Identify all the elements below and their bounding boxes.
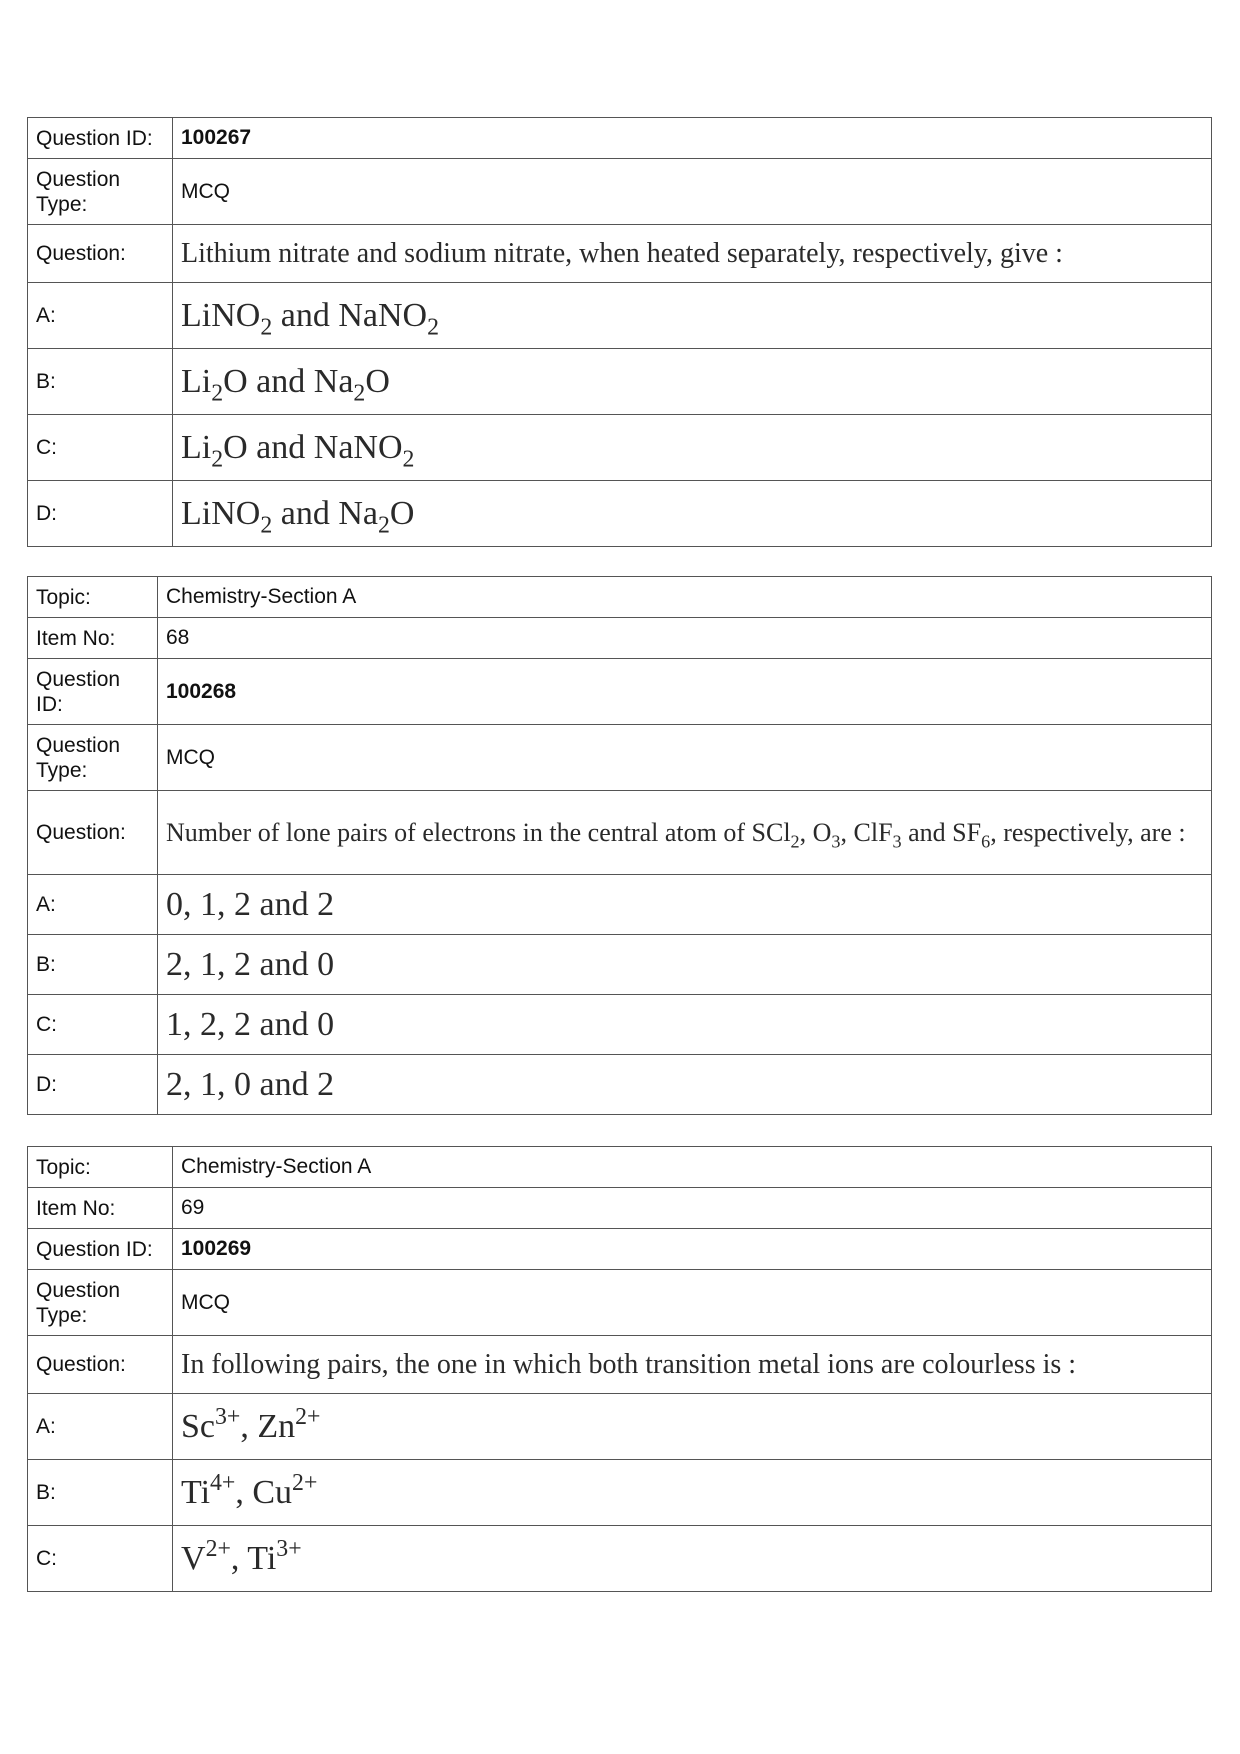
option-row-a xyxy=(28,875,1212,935)
option-row-b xyxy=(28,349,1212,415)
question-id-value: 100268 xyxy=(158,659,1212,725)
option-row-d xyxy=(28,481,1212,547)
topic-label: Topic: xyxy=(28,577,158,618)
option-label-d: D: xyxy=(28,1055,158,1115)
question-id-label: Question ID: xyxy=(28,118,173,159)
question-type-value: MCQ xyxy=(173,159,1212,225)
option-label-b: B: xyxy=(28,349,173,415)
topic-value: Chemistry-Section A xyxy=(158,577,1212,618)
option-row-a xyxy=(28,283,1212,349)
question-type-label: Question Type: xyxy=(28,159,173,225)
option-label-c: C: xyxy=(28,415,173,481)
question-type-row xyxy=(28,1270,1212,1336)
question-id-value: 100267 xyxy=(173,118,1212,159)
topic-row xyxy=(28,577,1212,618)
option-row-c xyxy=(28,995,1212,1055)
question-type-value: MCQ xyxy=(158,725,1212,791)
question-row xyxy=(28,791,1212,875)
item-no-label: Item No: xyxy=(28,1188,173,1229)
option-label-a: A: xyxy=(28,1394,173,1460)
question-label: Question: xyxy=(28,791,158,875)
option-b-text: $Li_2O$ and $Na_2O$ xyxy=(173,349,1212,415)
question-block-100267 xyxy=(27,117,1212,547)
option-row-a xyxy=(28,1394,1212,1460)
question-label: Question: xyxy=(28,225,173,283)
question-id-label: Question ID: xyxy=(28,659,158,725)
option-label-b: B: xyxy=(28,1460,173,1526)
question-block-100269 xyxy=(27,1146,1212,1592)
item-no-value: 68 xyxy=(158,618,1212,659)
question-type-row xyxy=(28,159,1212,225)
item-no-label: Item No: xyxy=(28,618,158,659)
question-row xyxy=(28,1336,1212,1394)
item-no-row xyxy=(28,618,1212,659)
question-text: Lithium nitrate and sodium nitrate, when heated separately, respectively, give : xyxy=(173,225,1212,283)
option-label-b: B: xyxy=(28,935,158,995)
question-type-label: Question Type: xyxy=(28,725,158,791)
item-no-value: 69 xyxy=(173,1188,1212,1229)
question-type-label: Question Type: xyxy=(28,1270,173,1336)
option-b-text: $Ti^{4+}$, $Cu^{2+}$ xyxy=(173,1460,1212,1526)
question-id-row xyxy=(28,659,1212,725)
question-block-100268 xyxy=(27,576,1212,1115)
option-d-text: LiNO$_2$ and $Na_2O$ xyxy=(173,481,1212,547)
option-c-text: $Li_2O$ and NaNO$_2$ xyxy=(173,415,1212,481)
question-id-value: 100269 xyxy=(173,1229,1212,1270)
topic-value: Chemistry-Section A xyxy=(173,1147,1212,1188)
option-c-text: 1, 2, 2 and 0 xyxy=(158,995,1212,1055)
option-label-c: C: xyxy=(28,1526,173,1592)
option-a-text: $Sc^{3+}$, $Zn^{2+}$ xyxy=(173,1394,1212,1460)
question-type-value: MCQ xyxy=(173,1270,1212,1336)
option-d-text: 2, 1, 0 and 2 xyxy=(158,1055,1212,1115)
question-label: Question: xyxy=(28,1336,173,1394)
option-row-b xyxy=(28,1460,1212,1526)
option-a-text: LiNO$_2$ and NaNO$_2$ xyxy=(173,283,1212,349)
option-row-d xyxy=(28,1055,1212,1115)
option-label-c: C: xyxy=(28,995,158,1055)
option-row-b xyxy=(28,935,1212,995)
option-row-c xyxy=(28,1526,1212,1592)
question-row xyxy=(28,225,1212,283)
question-id-row xyxy=(28,1229,1212,1270)
option-label-d: D: xyxy=(28,481,173,547)
topic-label: Topic: xyxy=(28,1147,173,1188)
question-id-label: Question ID: xyxy=(28,1229,173,1270)
option-row-c xyxy=(28,415,1212,481)
question-text: Number of lone pairs of electrons in the central atom of SCl$_2$, $O_3$, ClF$_3$ and $SF_6$, respectively, are : xyxy=(158,791,1212,875)
option-a-text: 0, 1, 2 and 2 xyxy=(158,875,1212,935)
question-id-row xyxy=(28,118,1212,159)
item-no-row xyxy=(28,1188,1212,1229)
question-text: In following pairs, the one in which both transition metal ions are colourless is : xyxy=(173,1336,1212,1394)
option-b-text: 2, 1, 2 and 0 xyxy=(158,935,1212,995)
topic-row xyxy=(28,1147,1212,1188)
option-label-a: A: xyxy=(28,875,158,935)
option-c-text: $V^{2+}$, $Ti^{3+}$ xyxy=(173,1526,1212,1592)
option-label-a: A: xyxy=(28,283,173,349)
question-type-row xyxy=(28,725,1212,791)
